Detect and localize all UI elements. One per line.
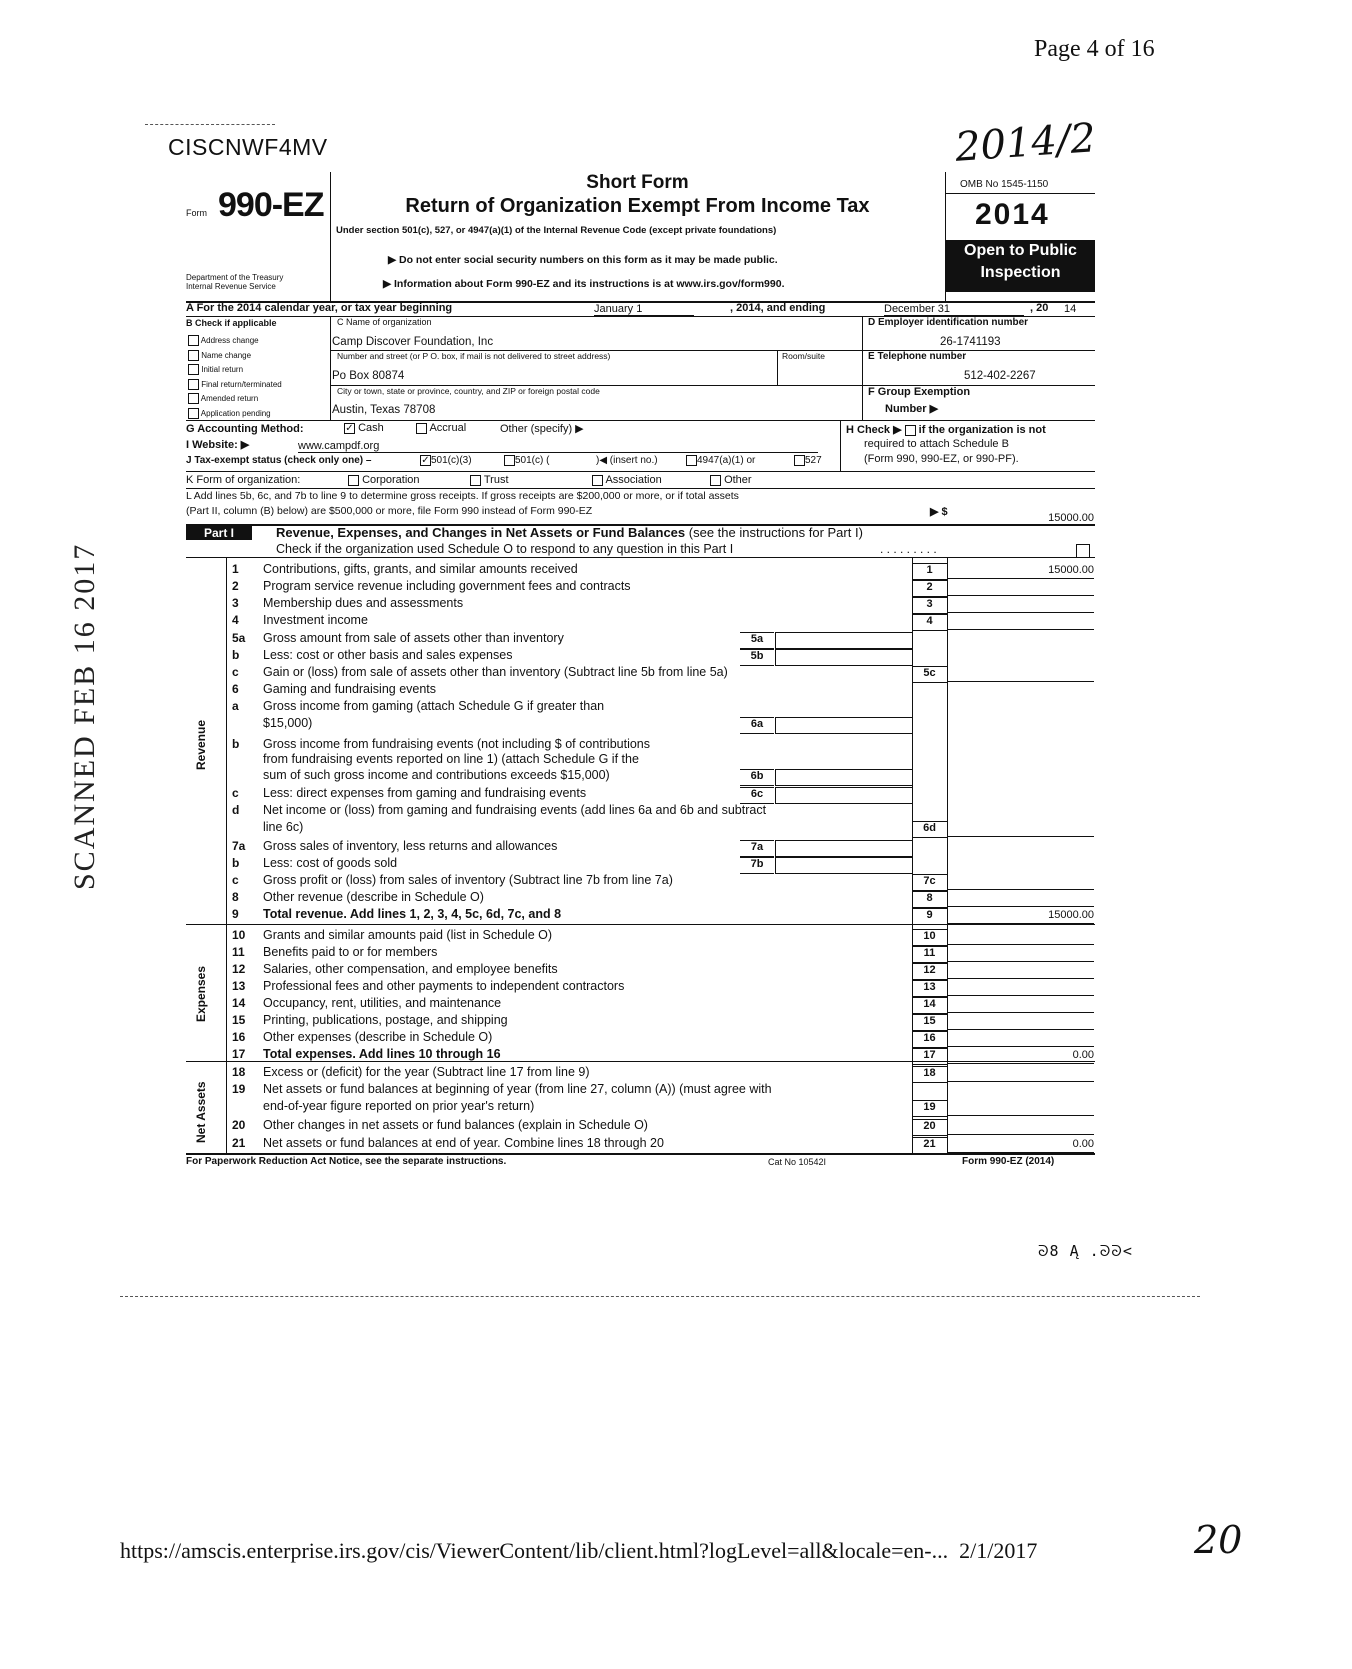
- line-amount[interactable]: [948, 615, 1094, 630]
- tax-year-end: December 31: [884, 303, 1024, 316]
- row-l-arrow: ▶ $: [930, 506, 948, 518]
- line-description: end-of-year figure reported on prior year's return): [263, 1099, 535, 1113]
- checkbox-initial-return[interactable]: [188, 364, 199, 375]
- line-description: Grants and similar amounts paid (list in Schedule O): [263, 928, 553, 942]
- website-value[interactable]: www.campdf.org: [298, 440, 818, 453]
- line-amount[interactable]: [948, 581, 1094, 596]
- tax-exempt-status-label: J Tax-exempt status (check only one) –: [186, 455, 372, 466]
- room-suite-label: Room/suite: [782, 351, 825, 361]
- line-description: Printing, publications, postage, and shipping: [263, 1013, 508, 1027]
- ein-value[interactable]: 26-1741193: [940, 336, 1001, 348]
- check-application-pending[interactable]: [188, 407, 282, 422]
- inner-box-label: 6a: [740, 717, 774, 734]
- line-box-label: 5c: [912, 666, 947, 683]
- line-box-label: 17: [912, 1048, 947, 1065]
- line-description: Gross income from fundraising events (not including $ of contributions: [263, 737, 650, 751]
- line-amount[interactable]: [948, 1015, 1094, 1030]
- gross-receipts-amount[interactable]: 15000.00: [990, 512, 1094, 525]
- section-b-checklist: [188, 334, 282, 421]
- line-amount[interactable]: [948, 964, 1094, 979]
- label-final-return: Final return/terminated: [201, 379, 282, 389]
- line-number: a: [232, 699, 239, 713]
- org-corporation[interactable]: [348, 474, 420, 486]
- check-address-change[interactable]: [188, 334, 282, 349]
- inner-amount-field[interactable]: [775, 632, 913, 649]
- accounting-method-label: G Accounting Method:: [186, 423, 304, 435]
- status-4947[interactable]: [686, 455, 755, 466]
- checkbox-name-change[interactable]: [188, 350, 199, 361]
- line-box-label: 20: [912, 1119, 947, 1136]
- line-box-label: 1: [912, 563, 947, 580]
- line-description: Total expenses. Add lines 10 through 16: [263, 1047, 501, 1061]
- handwritten-year: 2014/2: [953, 115, 1098, 171]
- line-box-label: 19: [912, 1100, 947, 1117]
- checkbox-trust[interactable]: [470, 475, 481, 486]
- label-name-change: Name change: [201, 350, 252, 360]
- checkbox-schedule-o[interactable]: [1076, 544, 1090, 558]
- line-description: Other changes in net assets or fund balances (explain in Schedule O): [263, 1118, 648, 1132]
- inner-box-label: 5b: [740, 649, 774, 666]
- inner-amount-field[interactable]: [775, 840, 913, 857]
- line-number: 17: [232, 1047, 246, 1061]
- line-box-label: 14: [912, 997, 947, 1014]
- label-association: Association: [605, 474, 662, 486]
- inner-box-label: 6b: [740, 769, 774, 786]
- omb-number: OMB No 1545-1150: [960, 179, 1049, 190]
- checkbox-application-pending[interactable]: [188, 408, 199, 419]
- group-exemption-label: F Group Exemption: [868, 386, 971, 398]
- line-number: 18: [232, 1065, 246, 1079]
- inspection-label: Inspection: [980, 264, 1061, 281]
- line-box-label: 11: [912, 946, 947, 963]
- ssn-notice: ▶ Do not enter social security numbers on this form as it may be made public.: [388, 254, 778, 266]
- part-i-title-main: Revenue, Expenses, and Changes in Net Assets or Fund Balances: [276, 525, 686, 540]
- url-line: [120, 1538, 1037, 1564]
- row-a-label: A For the 2014 calendar year, or tax year beginning: [186, 302, 453, 314]
- accounting-accrual[interactable]: [416, 422, 466, 434]
- line-description: Salaries, other compensation, and employee benefits: [263, 962, 558, 976]
- viewer-url: https://amscis.enterprise.irs.gov/cis/ViewerContent/lib/client.html?logLevel=all&locale=en-...: [120, 1538, 949, 1563]
- inner-box-label: 7b: [740, 857, 774, 874]
- line-box-label: 21: [912, 1137, 947, 1154]
- line-number: 4: [232, 613, 239, 627]
- row-h-check[interactable]: [846, 423, 1046, 436]
- line-number: b: [232, 737, 240, 751]
- line-box-label: 15: [912, 1014, 947, 1031]
- part-i-tag: Part I: [186, 526, 252, 540]
- bottom-code: ᘐ8 Ą .ᘐᘐ<: [1038, 1242, 1133, 1260]
- status-501c3[interactable]: [420, 455, 472, 466]
- line-description: $15,000): [263, 716, 313, 730]
- label-corporation: Corporation: [362, 474, 420, 486]
- catalog-number: Cat No 10542I: [768, 1157, 827, 1167]
- org-street[interactable]: Po Box 80874: [332, 370, 405, 382]
- label-cash: Cash: [358, 422, 384, 434]
- line-amount[interactable]: [948, 981, 1094, 996]
- label-amended-return: Amended return: [200, 394, 259, 403]
- line-number: 8: [232, 890, 239, 904]
- line-description: line 6c): [263, 820, 304, 834]
- schedule-o-check-text: Check if the organization used Schedule O to respond to any question in this Part I: [276, 542, 734, 556]
- paperwork-notice: For Paperwork Reduction Act Notice, see the separate instructions.: [186, 1156, 507, 1167]
- ein-label: D Employer identification number: [868, 317, 1029, 328]
- status-insert-no: )◀ (insert no.): [596, 455, 658, 466]
- schedule-o-dots: . . . . . . . . .: [880, 542, 937, 556]
- line-box-label: 18: [912, 1066, 947, 1083]
- line-number: 19: [232, 1082, 246, 1096]
- inner-amount-field[interactable]: [775, 857, 913, 874]
- inner-box-label: 7a: [740, 840, 774, 857]
- scan-separator-top: [145, 124, 275, 125]
- line-box-label: 4: [912, 614, 947, 631]
- line-box-label: 6d: [912, 821, 947, 838]
- line-amount[interactable]: [948, 998, 1094, 1013]
- inner-amount-field[interactable]: [775, 769, 913, 786]
- phone-value[interactable]: 512-402-2267: [964, 370, 1036, 382]
- line-amount[interactable]: [948, 667, 1094, 682]
- line-number: 21: [232, 1136, 246, 1150]
- row-h-line3: (Form 990, 990-EZ, or 990-PF).: [864, 453, 1019, 465]
- short-form-label: Short Form: [586, 172, 689, 193]
- line-description: Less: direct expenses from gaming and fundraising events: [263, 786, 587, 800]
- line-box-label: 2: [912, 580, 947, 597]
- line-description: Gross sales of inventory, less returns and allowances: [263, 839, 558, 853]
- line-box-label: 16: [912, 1031, 947, 1048]
- line-number: c: [232, 786, 239, 800]
- form-subtitle: Under section 501(c), 527, or 4947(a)(1) of the Internal Revenue Code (except private foundations): [336, 225, 777, 236]
- expenses-side-label: Expenses: [194, 965, 208, 1022]
- handwritten-page-number: 20: [1194, 1518, 1243, 1562]
- line-description: sum of such gross income and contributions exceeds $15,000): [263, 768, 610, 782]
- city-label: City or town, state or province, country, and ZIP or foreign postal code: [337, 386, 600, 396]
- line-number: c: [232, 873, 239, 887]
- label-501c3: 501(c)(3): [431, 455, 472, 467]
- checkbox-cash[interactable]: ✓: [345, 422, 354, 434]
- line-number: 20: [232, 1118, 246, 1132]
- inner-amount-field[interactable]: [775, 717, 913, 734]
- line-amount[interactable]: [948, 1101, 1094, 1116]
- line-description: Membership dues and assessments: [263, 596, 464, 610]
- line-box-label: 13: [912, 980, 947, 997]
- line-box-label: 8: [912, 891, 947, 908]
- line-amount[interactable]: [948, 1067, 1094, 1082]
- line-amount[interactable]: 15000.00: [948, 564, 1094, 579]
- label-4947: 4947(a)(1) or: [697, 455, 756, 467]
- line-number: 9: [232, 907, 239, 921]
- line-description: Gain or (loss) from sale of assets other than inventory (Subtract line 5b from line 5a): [263, 665, 728, 679]
- part-i-title: [276, 525, 863, 540]
- checkbox-address-change[interactable]: [188, 335, 199, 346]
- line-number: 1: [232, 562, 239, 576]
- checkbox-final-return[interactable]: [188, 379, 199, 390]
- inner-box-label: 5a: [740, 632, 774, 649]
- line-amount[interactable]: [948, 875, 1094, 890]
- row-l-line1: L Add lines 5b, 6c, and 7b to line 9 to determine gross receipts. If gross receipts are $200,000 or more, or if total assets: [186, 490, 739, 502]
- line-box-label: 10: [912, 929, 947, 946]
- checkbox-accrual[interactable]: [416, 423, 427, 434]
- org-name[interactable]: Camp Discover Foundation, Inc: [332, 336, 494, 348]
- line-amount[interactable]: 0.00: [948, 1049, 1094, 1064]
- group-exemption-number-label: Number ▶: [885, 403, 939, 415]
- line-amount[interactable]: [948, 947, 1094, 962]
- page-number: Page 4 of 16: [1034, 36, 1155, 62]
- line-description: from fundraising events reported on line 1) (attach Schedule G if the: [263, 752, 639, 766]
- line-number: 5a: [232, 631, 246, 645]
- line-description: Less: cost of goods sold: [263, 856, 398, 870]
- line-description: Gaming and fundraising events: [263, 682, 437, 696]
- section-b-label: B Check if applicable: [186, 318, 277, 328]
- line-description: Net assets or fund balances at end of year. Combine lines 18 through 20: [263, 1136, 664, 1150]
- open-to-public-banner: [946, 240, 1095, 292]
- line-number: 3: [232, 596, 239, 610]
- line-amount[interactable]: [948, 1032, 1094, 1047]
- checkbox-other[interactable]: [710, 475, 721, 486]
- checkbox-501c3[interactable]: ✓: [421, 455, 430, 466]
- scanned-stamp: SCANNED FEB 16 2017: [68, 542, 101, 890]
- line-description: Total revenue. Add lines 1, 2, 3, 4, 5c, 6d, 7c, and 8: [263, 907, 562, 921]
- org-name-label: C Name of organization: [337, 317, 432, 327]
- inner-amount-field[interactable]: [775, 787, 913, 804]
- status-501c[interactable]: [504, 455, 549, 466]
- irs-name: Internal Revenue Service: [186, 282, 276, 291]
- department: [186, 273, 283, 291]
- line-number: 11: [232, 945, 245, 959]
- label-501c: 501(c) (: [515, 455, 550, 467]
- line-description: Other revenue (describe in Schedule O): [263, 890, 484, 904]
- line-description: Contributions, gifts, grants, and similar amounts received: [263, 562, 578, 576]
- part-i-title-tail: (see the instructions for Part I): [688, 525, 863, 540]
- form-prefix: Form: [186, 208, 207, 218]
- line-box-label: 3: [912, 597, 947, 614]
- line-number: d: [232, 803, 240, 817]
- label-527: 527: [805, 455, 822, 467]
- check-final-return[interactable]: [188, 378, 282, 393]
- checkbox-501c[interactable]: [504, 455, 515, 466]
- form-number: 990-EZ: [218, 186, 324, 224]
- status-527[interactable]: [794, 455, 822, 466]
- line-box-label: 9: [912, 908, 947, 925]
- line-description: Benefits paid to or for members: [263, 945, 438, 959]
- line-number: 14: [232, 996, 246, 1010]
- line-description: Investment income: [263, 613, 368, 627]
- line-number: c: [232, 665, 239, 679]
- line-description: Program service revenue including government fees and contracts: [263, 579, 631, 593]
- line-amount[interactable]: 0.00: [948, 1138, 1094, 1153]
- label-address-change: Address change: [200, 336, 259, 345]
- row-h-line2: required to attach Schedule B: [864, 438, 1009, 450]
- department-name: Department of the Treasury: [186, 273, 284, 282]
- phone-label: E Telephone number: [868, 351, 967, 362]
- line-number: 10: [232, 928, 246, 942]
- net-assets-side-label: Net Assets: [194, 1081, 208, 1143]
- tax-year: 2014: [975, 198, 1050, 231]
- line-number: 7a: [232, 839, 246, 853]
- check-amended-return[interactable]: [188, 392, 282, 407]
- org-association[interactable]: [592, 474, 662, 486]
- line-description: Gross profit or (loss) from sales of inventory (Subtract line 7b from line 7a): [263, 873, 673, 887]
- line-number: b: [232, 648, 240, 662]
- line-description: Excess or (deficit) for the year (Subtract line 17 from line 9): [263, 1065, 590, 1079]
- line-amount[interactable]: [948, 1120, 1094, 1135]
- line-description: Net assets or fund balances at beginning of year (from line 27, column (A)) (must agree with: [263, 1082, 772, 1096]
- checkbox-schedule-b[interactable]: [905, 425, 916, 436]
- checkbox-amended-return[interactable]: [188, 393, 199, 404]
- form-title: Return of Organization Exempt From Income Tax: [405, 195, 870, 217]
- form-of-org-label: K Form of organization:: [186, 474, 301, 486]
- website-label: I Website: ▶: [186, 439, 250, 451]
- accounting-cash[interactable]: [344, 422, 384, 434]
- line-amount[interactable]: 15000.00: [948, 909, 1094, 924]
- line-description: Professional fees and other payments to independent contractors: [263, 979, 625, 993]
- document-locator-id: CISCNWF4MV: [168, 134, 328, 160]
- line-amount[interactable]: [948, 892, 1094, 907]
- line-amount[interactable]: [948, 930, 1094, 945]
- checkbox-corporation[interactable]: [348, 475, 359, 486]
- row-l-line2: (Part II, column (B) below) are $500,000 or more, file Form 990 instead of Form 990-EZ: [186, 505, 593, 517]
- line-description: Occupancy, rent, utilities, and maintenance: [263, 996, 502, 1010]
- label-application-pending: Application pending: [200, 408, 271, 418]
- line-description: Net income or (loss) from gaming and fundraising events (add lines 6a and 6b and subtract: [263, 803, 767, 817]
- line-number: 6: [232, 682, 239, 696]
- line-number: 13: [232, 979, 246, 993]
- check-name-change[interactable]: [188, 349, 282, 364]
- line-amount[interactable]: [948, 822, 1094, 837]
- tax-year-end-year: 14: [1064, 303, 1077, 315]
- line-number: b: [232, 856, 240, 870]
- print-date: 2/1/2017: [959, 1538, 1038, 1563]
- line-number: 16: [232, 1030, 246, 1044]
- form-reference: Form 990-EZ (2014): [962, 1156, 1055, 1167]
- line-number: 15: [232, 1013, 246, 1027]
- line-amount[interactable]: [948, 598, 1094, 613]
- line-box-label: 12: [912, 963, 947, 980]
- check-initial-return[interactable]: [188, 363, 282, 378]
- revenue-side-label: Revenue: [194, 719, 208, 770]
- line-box-label: 7c: [912, 874, 947, 891]
- scan-separator: [120, 1296, 1200, 1297]
- line-number: 2: [232, 579, 239, 593]
- org-trust[interactable]: [470, 474, 509, 486]
- row-a-mid: , 2014, and ending: [730, 302, 826, 314]
- accounting-other[interactable]: Other (specify) ▶: [500, 423, 584, 435]
- street-label: Number and street (or P O. box, if mail is not delivered to street address): [337, 351, 611, 361]
- line-description: Gross amount from sale of assets other than inventory: [263, 631, 564, 645]
- line-description: Other expenses (describe in Schedule O): [263, 1030, 493, 1044]
- label-trust: Trust: [483, 474, 509, 486]
- org-other[interactable]: [710, 474, 752, 486]
- line-description: Less: cost or other basis and sales expenses: [263, 648, 513, 662]
- inner-box-label: 6c: [740, 787, 774, 804]
- label-accrual: Accrual: [429, 422, 467, 434]
- line-number: 12: [232, 962, 246, 976]
- info-notice: ▶ Information about Form 990-EZ and its instructions is at www.irs.gov/form990.: [383, 278, 785, 290]
- checkbox-association[interactable]: [592, 475, 603, 486]
- label-other: Other: [724, 474, 752, 486]
- row-h-label-b: if the organization is not: [918, 424, 1046, 436]
- open-to-public-label: Open to Public: [964, 242, 1077, 259]
- line-description: Gross income from gaming (attach Schedule G if greater than: [263, 699, 605, 713]
- inner-amount-field[interactable]: [775, 649, 913, 666]
- row-a-comma20: , 20: [1030, 302, 1049, 314]
- tax-year-begin: January 1: [594, 303, 694, 316]
- checkbox-4947[interactable]: [686, 455, 697, 466]
- checkbox-527[interactable]: [794, 455, 805, 466]
- row-h-label: H Check ▶: [846, 424, 902, 436]
- label-initial-return: Initial return: [201, 365, 244, 374]
- org-city[interactable]: Austin, Texas 78708: [332, 404, 436, 416]
